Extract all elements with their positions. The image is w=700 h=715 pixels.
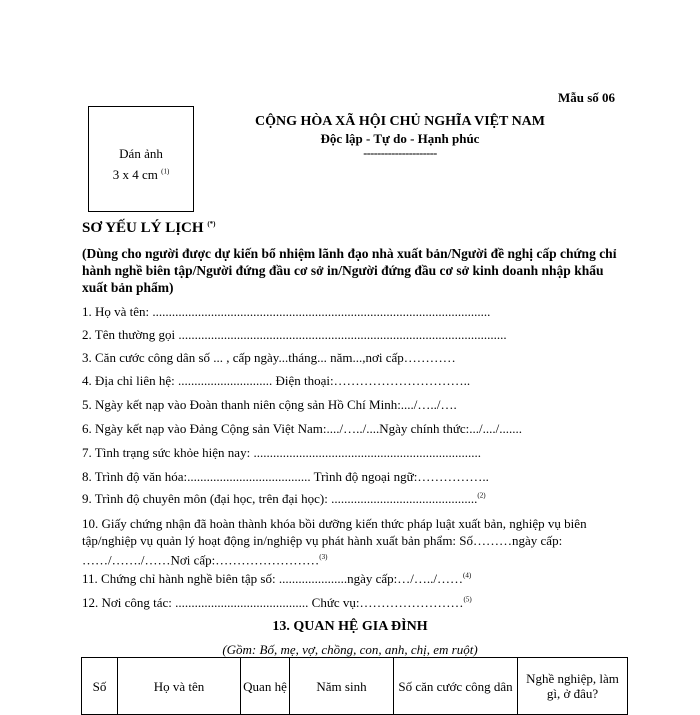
document-title-text: SƠ YẾU LÝ LỊCH [82,220,204,236]
column-header-relationship: Quan hệ [241,658,290,715]
national-title: CỘNG HÒA XÃ HỘI CHỦ NGHĨA VIỆT NAM [254,114,545,129]
family-section-note: (Gồm: Bố, mẹ, vợ, chồng, con, anh, chị, em ruột) [222,642,478,657]
column-header-citizen-id: Số căn cước công dân [394,658,518,715]
item-citizen-id: 3. Căn cước công dân số ... , cấp ngày...tháng... năm...,nơi cấp………… [82,350,456,365]
document-title [82,220,215,237]
column-header-birth-year: Năm sinh [290,658,394,715]
photo-footnote-ref: (1) [161,167,170,176]
column-header-occupation: Nghề nghiệp, làm gì, ở đâu? [518,658,628,715]
family-relations-table [81,657,628,715]
item-party-join-date: 6. Ngày kết nạp vào Đảng Cộng sản Việt Nam:..../…../....Ngày chính thức:.../..../....... [82,421,523,436]
header-separator: --------------------- [363,146,437,160]
item-practice-certificate [82,571,471,587]
item-health-status: 7. Tình trạng sức khỏe hiện nay: ...................................................................... [82,445,481,460]
item-training-certificate [82,515,618,568]
photo-size-label [88,167,194,183]
footnote-ref-2: (2) [477,491,486,500]
item-common-name: 2. Tên thường gọi ..................................................................................................... [82,327,507,342]
footnote-ref-3: (3) [319,553,328,561]
item-youth-union-date: 5. Ngày kết nạp vào Đoàn thanh niên cộng sản Hồ Chí Minh:..../…../…. [82,397,457,412]
footnote-ref-4: (4) [463,571,472,580]
item-training-certificate-text: 10. Giấy chứng nhận đã hoàn thành khóa bồi dưỡng kiến thức pháp luật xuất bản, nghiệp vụ biên tập/nghiệp vụ quản lý hoạt động in/nghiệp vụ phát hành xuất bản phẩm: Số………ngày cấp: ……/……./……Nơi cấp:…………………… [82,516,587,568]
family-table-header-row [82,658,628,715]
national-motto: Độc lập - Tự do - Hạnh phúc [320,131,480,146]
item-practice-certificate-text: 11. Chứng chỉ hành nghề biên tập số: .....................ngày cấp:…/…../…… [82,571,463,586]
document-description: (Dùng cho người được dự kiến bổ nhiệm lãnh đạo nhà xuất bản/Người đề nghị cấp chứng chỉ hành nghề biên tập/Người đứng đầu cơ sở in/Người đứng đầu cơ sở kinh doanh nhập khẩu xuất bản phẩm) [82,246,617,295]
column-header-full-name: Họ và tên [118,658,241,715]
item-full-name: 1. Họ và tên: ........................................................................................................ [82,304,491,319]
item-workplace [82,595,472,611]
item-professional-level [82,491,486,507]
footnote-ref-5: (5) [463,595,472,604]
item-professional-level-text: 9. Trình độ chuyên môn (đại học, trên đại học): ............................................. [82,491,478,506]
item-education-level: 8. Trình độ văn hóa:...................................... Trình độ ngoại ngữ:…………….. [82,469,489,484]
item-contact-address: 4. Địa chỉ liên hệ: ............................. Điện thoại:………………………….. [82,373,471,388]
form-number: Mẫu số 06 [558,90,616,105]
photo-label: Dán ảnh [119,146,163,161]
title-footnote-ref: (*) [207,220,216,228]
photo-size-text: 3 x 4 cm [112,167,158,182]
column-header-number: Số [82,658,118,715]
item-workplace-text: 12. Nơi công tác: ......................................... Chức vụ:…………………… [82,595,464,610]
family-section-title: 13. QUAN HỆ GIA ĐÌNH [272,619,428,634]
